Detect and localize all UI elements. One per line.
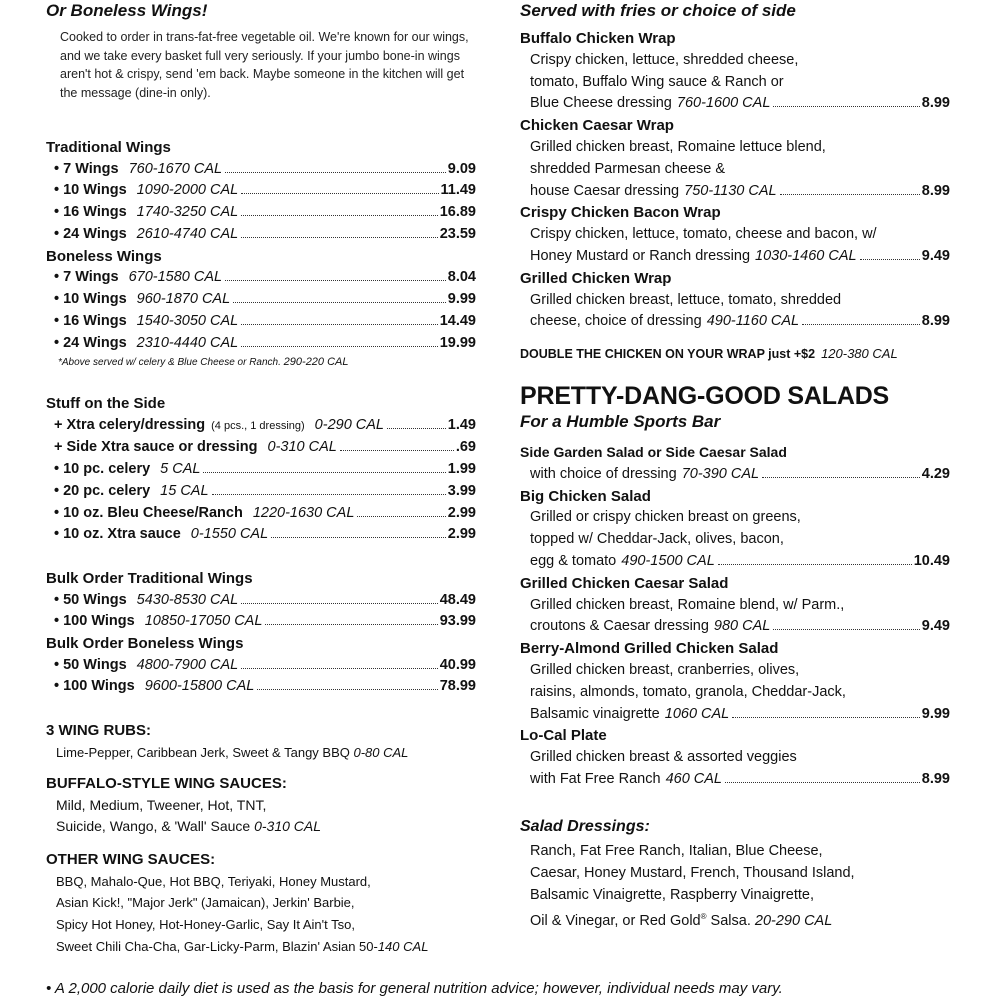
salad-price: 9.99 [921, 705, 950, 722]
section-title: Traditional Wings [46, 139, 171, 156]
item-price: 16.89 [439, 204, 476, 221]
menu-item [54, 437, 476, 459]
leader-dots [773, 629, 919, 630]
dressings-line: Ranch, Fat Free Ranch, Italian, Blue Cheese, [530, 843, 823, 859]
item-price: 11.49 [440, 182, 476, 199]
salad-price: 8.99 [921, 770, 950, 787]
salad-description: with Fat Free Ranch [530, 770, 661, 787]
item-calories: 2310-4440 CAL [136, 334, 239, 351]
section-title: 3 WING RUBS: [46, 722, 151, 739]
leader-dots [241, 603, 437, 604]
salad-calories: 490-1500 CAL [621, 552, 715, 569]
leader-dots [357, 516, 445, 517]
note-calories: 290-220 CAL [283, 356, 349, 369]
registered-mark: ® [700, 912, 707, 922]
item-name: + Side Xtra sauce or dressing [54, 439, 258, 456]
leader-dots [732, 717, 920, 718]
wrap-calories: 750-1130 CAL [684, 182, 777, 199]
leader-dots [265, 624, 437, 625]
item-price: 9.09 [447, 160, 476, 177]
salad-price-line [530, 769, 950, 791]
wrap-description: cheese, choice of dressing [530, 313, 702, 330]
salad-price-line [530, 551, 950, 573]
salad-price: 9.49 [921, 618, 950, 635]
section-title: BUFFALO-STYLE WING SAUCES: [46, 775, 287, 792]
item-calories: 960-1870 CAL [136, 290, 231, 307]
salad-description: Balsamic vinaigrette [530, 705, 660, 722]
wrap-description: Crispy chicken, lettuce, tomato, cheese and bacon, w/ [530, 226, 877, 243]
section-title: OTHER WING SAUCES: [46, 851, 216, 868]
wing-rubs-section [46, 720, 486, 763]
item-price: 2.99 [447, 504, 476, 521]
wrap-title: Buffalo Chicken Wrap [520, 30, 676, 47]
salad-calories: 460 CAL [665, 770, 722, 787]
item-price: 93.99 [439, 613, 476, 630]
dressings-text: Salsa. [706, 913, 751, 930]
item-calories: 670-1580 CAL [128, 269, 223, 286]
sauce-line [56, 936, 496, 958]
leader-dots [233, 302, 446, 303]
wrap-calories: 760-1600 CAL [676, 95, 771, 112]
leader-dots [241, 668, 437, 669]
dressings-line: Balsamic Vinaigrette, Raspberry Vinaigrette, [530, 886, 814, 903]
item-calories: 5 CAL [160, 461, 201, 478]
wrap-title: Crispy Chicken Bacon Wrap [520, 204, 721, 222]
wraps-subheading: Served with fries or choice of side [520, 1, 796, 20]
menu-item [54, 267, 476, 289]
item-calories: 1220-1630 CAL [252, 504, 355, 521]
wings-subheading: Or Boneless Wings! [46, 1, 208, 20]
leader-dots [241, 324, 437, 325]
section-title: Stuff on the Side [46, 395, 166, 412]
sauce-calories: 0-310 CAL [254, 818, 322, 835]
wrap-description: tomato, Buffalo Wing sauce & Ranch or [530, 73, 784, 90]
item-calories: 0-1550 CAL [190, 526, 269, 543]
sauce-text: Sweet Chili Cha-Cha, Gar-Licky-Parm, Blazin' Asian 50- [56, 938, 378, 954]
salad-price-line [530, 616, 950, 638]
wrap-price: 8.99 [921, 95, 950, 112]
wings-intro: Cooked to order in trans-fat-free vegetable oil. We're known for our wings, and we take every basket full very seriously. If your jumbo bone-in wings aren't hot & crispy, send 'em back. Maybe someone in the kitchen will get the message (dine-in only). [60, 30, 469, 100]
note-text: *Above served w/ celery & Blue Cheese or Ranch. [58, 357, 281, 369]
wrap-calories: 490-1160 CAL [706, 313, 800, 330]
leader-dots [212, 494, 446, 495]
item-name: • 16 Wings [54, 204, 127, 221]
wrap-description: Blue Cheese dressing [530, 95, 672, 112]
leader-dots [225, 172, 446, 173]
item-name: • 7 Wings [54, 269, 119, 286]
wrap-description: house Caesar dressing [530, 182, 680, 199]
item-name: • 20 pc. celery [54, 482, 151, 499]
sauce-text: Suicide, Wango, & 'Wall' Sauce [56, 818, 251, 835]
wrap-description: shredded Parmesan cheese & [530, 160, 726, 177]
double-chicken-note [520, 344, 960, 364]
item-name: + Xtra celery/dressing [54, 416, 206, 433]
salad-description: Grilled chicken breast, cranberries, olives, [530, 661, 800, 678]
dressings-section [520, 816, 960, 933]
rubs-text [56, 742, 486, 764]
leader-dots [725, 782, 920, 783]
item-name: • 7 Wings [54, 160, 119, 177]
calorie-footnote: • A 2,000 calorie daily diet is used as the basis for general nutrition advice; however, individual needs may vary. [46, 980, 783, 997]
wrap-title: Grilled Chicken Wrap [520, 269, 672, 287]
salads-section [520, 442, 950, 791]
section-title: Bulk Order Boneless Wings [46, 635, 244, 653]
double-calories: 120-380 CAL [821, 346, 898, 361]
salad-description: Grilled or crispy chicken breast on greens, [530, 509, 801, 526]
item-name: • 24 Wings [54, 334, 127, 351]
wraps-section [520, 28, 950, 333]
sauce-line [56, 816, 486, 838]
menu-item [54, 415, 476, 438]
salad-description: egg & tomato [530, 552, 617, 569]
menu-item [54, 655, 476, 677]
leader-dots [860, 259, 920, 260]
wrap-description: Honey Mustard or Ranch dressing [530, 247, 751, 264]
leader-dots [762, 477, 920, 478]
leader-dots [780, 194, 920, 195]
wrap-price-line [530, 311, 950, 333]
dressings-title: Salad Dressings: [520, 818, 650, 835]
salad-description: topped w/ Cheddar-Jack, olives, bacon, [530, 531, 784, 548]
item-name: • 10 Wings [54, 182, 127, 199]
salad-price: 4.29 [921, 465, 950, 482]
dressings-line: Caesar, Honey Mustard, French, Thousand Island, [530, 864, 855, 881]
leader-dots [387, 428, 446, 429]
item-calories: 0-310 CAL [267, 439, 337, 456]
salad-calories: 1060 CAL [664, 705, 730, 722]
menu-item [54, 180, 476, 202]
item-price: 40.99 [439, 656, 476, 673]
item-calories: 1090-2000 CAL [136, 182, 239, 199]
item-name: • 50 Wings [54, 591, 127, 608]
wrap-description: Grilled chicken breast, lettuce, tomato, shredded [530, 291, 842, 308]
salads-title: PRETTY-DANG-GOOD SALADS [520, 382, 890, 410]
leader-dots [203, 472, 445, 473]
menu-item [54, 459, 476, 481]
item-name: • 16 Wings [54, 312, 127, 329]
sauce-line: BBQ, Mahalo-Que, Hot BBQ, Teriyaki, Honey Mustard, [56, 873, 371, 889]
item-calories: 4800-7900 CAL [136, 656, 239, 673]
wrap-price-line [530, 246, 950, 268]
item-price: .69 [455, 439, 476, 456]
dressings-calories: 20-290 CAL [754, 913, 833, 930]
menu-item [54, 590, 476, 612]
traditional-wings-section [46, 137, 476, 371]
wrap-price-line [530, 181, 950, 203]
bulk-section [46, 568, 476, 698]
item-detail: (4 pcs., 1 dressing) [211, 419, 305, 432]
salad-description: Grilled chicken breast & assorted veggies [530, 749, 797, 766]
salad-price: 10.49 [913, 552, 950, 569]
item-price: 2.99 [447, 526, 476, 543]
item-calories: 9600-15800 CAL [144, 678, 255, 695]
wrap-price: 9.49 [921, 247, 950, 264]
leader-dots [340, 450, 454, 451]
sauce-line: Spicy Hot Honey, Hot-Honey-Garlic, Say It Ain't Tso, [56, 917, 355, 933]
item-price: 8.04 [447, 269, 476, 286]
menu-item [54, 481, 476, 503]
leader-dots [241, 215, 437, 216]
section-title: Boneless Wings [46, 247, 162, 265]
menu-item [54, 676, 476, 698]
item-name: • 10 pc. celery [54, 461, 151, 478]
item-calories: 2610-4740 CAL [136, 225, 239, 242]
menu-item [54, 503, 476, 525]
salad-price-line [530, 464, 950, 486]
menu-item [54, 611, 476, 633]
menu-item [54, 333, 476, 355]
salad-title: Big Chicken Salad [520, 487, 651, 505]
served-with-note [58, 354, 476, 371]
buffalo-sauces-section [46, 773, 486, 838]
dressings-text: Oil & Vinegar, or Red Gold [530, 913, 701, 930]
salad-title: Grilled Chicken Caesar Salad [520, 574, 729, 592]
item-calories: 10850-17050 CAL [144, 613, 263, 630]
section-title: Bulk Order Traditional Wings [46, 570, 253, 587]
item-price: 9.99 [447, 290, 476, 307]
leader-dots [241, 193, 438, 194]
salad-calories: 70-390 CAL [681, 465, 760, 482]
item-calories: 15 CAL [160, 482, 209, 499]
leader-dots [802, 324, 920, 325]
wrap-description: Crispy chicken, lettuce, shredded cheese, [530, 51, 799, 68]
item-price: 1.99 [447, 461, 476, 478]
salad-description: raisins, almonds, tomato, granola, Cheddar-Jack, [530, 683, 846, 700]
salad-title: Lo-Cal Plate [520, 727, 607, 745]
salad-title: Side Garden Salad or Side Caesar Salad [520, 444, 787, 460]
rubs-calories: 0-80 CAL [353, 744, 409, 760]
menu-item [54, 159, 476, 181]
item-price: 48.49 [439, 591, 476, 608]
leader-dots [225, 280, 446, 281]
item-price: 3.99 [447, 482, 476, 499]
item-calories: 1540-3050 CAL [136, 312, 239, 329]
item-name: • 100 Wings [54, 678, 135, 695]
menu-item [54, 311, 476, 333]
item-name: • 50 Wings [54, 656, 127, 673]
item-name: • 10 oz. Xtra sauce [54, 526, 181, 543]
item-calories: 760-1670 CAL [128, 160, 223, 177]
leader-dots [257, 689, 437, 690]
menu-item [54, 202, 476, 224]
sauce-calories: 140 CAL [377, 938, 429, 954]
other-sauces-section [46, 849, 496, 958]
salad-price-line [530, 704, 950, 726]
leader-dots [271, 537, 446, 538]
leader-dots [773, 106, 919, 107]
side-section [46, 393, 476, 546]
salad-description: Grilled chicken breast, Romaine blend, w/ Parm., [530, 596, 845, 613]
item-price: 1.49 [447, 416, 476, 433]
item-price: 14.49 [439, 312, 476, 329]
sauce-line: Mild, Medium, Tweener, Hot, TNT, [56, 796, 267, 813]
item-price: 23.59 [439, 225, 476, 242]
wrap-price-line [530, 93, 950, 115]
item-name: • 100 Wings [54, 613, 135, 630]
salad-calories: 980 CAL [713, 618, 771, 635]
salad-description: with choice of dressing [530, 465, 677, 482]
leader-dots [241, 237, 437, 238]
leader-dots [241, 346, 437, 347]
item-calories: 0-290 CAL [314, 416, 384, 433]
salad-title: Berry-Almond Grilled Chicken Salad [520, 640, 779, 658]
double-text: DOUBLE THE CHICKEN ON YOUR WRAP just +$2 [520, 347, 816, 361]
menu-item [54, 524, 476, 546]
wrap-price: 8.99 [921, 313, 950, 330]
wrap-calories: 1030-1460 CAL [755, 247, 857, 264]
salads-subtitle: For a Humble Sports Bar [520, 412, 721, 431]
dressings-line [530, 906, 960, 933]
item-price: 19.99 [439, 334, 476, 351]
item-name: • 10 Wings [54, 290, 127, 307]
rubs-list: Lime-Pepper, Caribbean Jerk, Sweet & Tangy BBQ [56, 744, 350, 760]
wrap-price: 8.99 [921, 182, 950, 199]
item-calories: 5430-8530 CAL [136, 591, 239, 608]
wrap-description: Grilled chicken breast, Romaine lettuce blend, [530, 138, 826, 155]
item-price: 78.99 [439, 678, 476, 695]
wrap-title: Chicken Caesar Wrap [520, 117, 674, 135]
leader-dots [718, 564, 912, 565]
item-name: • 10 oz. Bleu Cheese/Ranch [54, 504, 243, 521]
sauce-line: Asian Kick!, "Major Jerk" (Jamaican), Jerkin' Barbie, [56, 895, 355, 911]
menu-item [54, 289, 476, 311]
item-calories: 1740-3250 CAL [136, 204, 239, 221]
item-name: • 24 Wings [54, 225, 127, 242]
salad-description: croutons & Caesar dressing [530, 618, 709, 635]
menu-item [54, 224, 476, 246]
